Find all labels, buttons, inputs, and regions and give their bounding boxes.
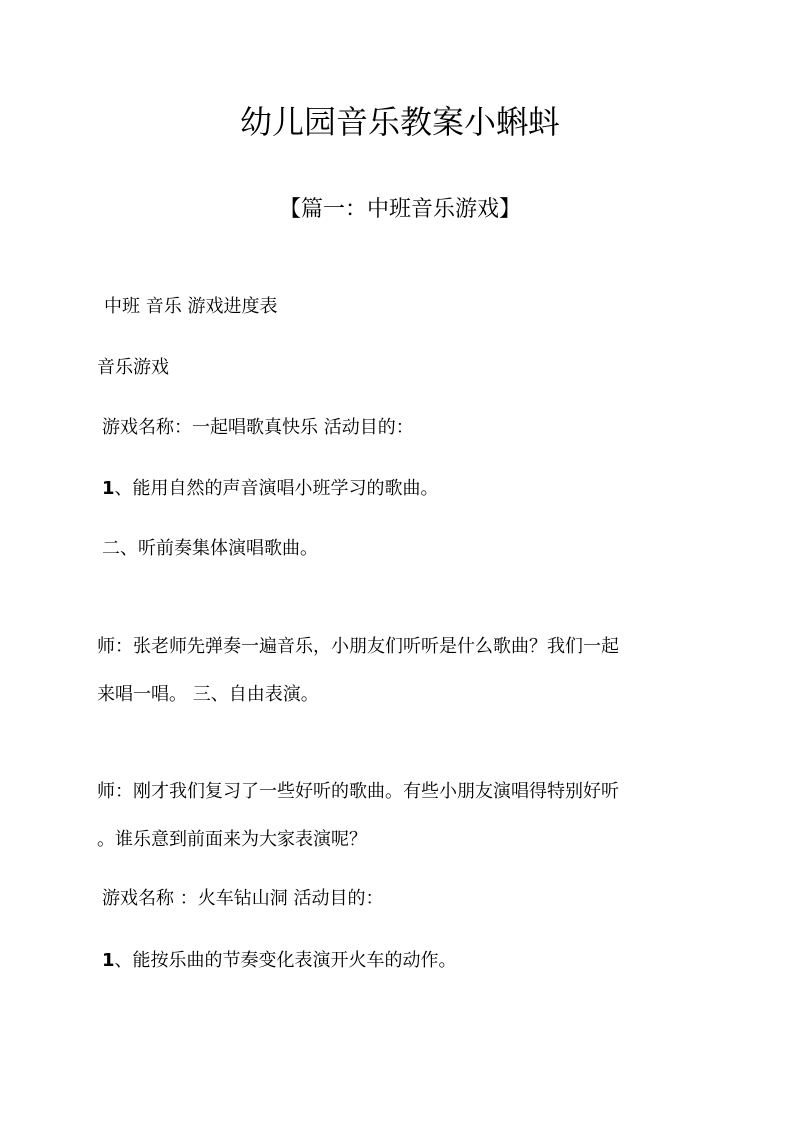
list-number: 1 <box>102 950 115 971</box>
list-item-2 <box>102 952 457 970</box>
paragraph-game-name-2: 游戏名称 ：火车钻山洞 活动目的： <box>102 888 384 909</box>
list-item-1 <box>102 480 439 498</box>
paragraph-music-game: 音乐游戏 <box>97 357 169 378</box>
paragraph-game-name-1: 游戏名称：一起唱歌真快乐 活动目的： <box>102 417 414 438</box>
list-item-text: 、能按乐曲的节奏变化表演开火车的动作。 <box>114 950 457 971</box>
list-item-text: 、能用自然的声音演唱小班学习的歌曲。 <box>114 478 439 499</box>
paragraph-teacher-2a: 师：刚才我们复习了一些好听的歌曲。有些小朋友演唱得特别好听 <box>97 781 619 802</box>
paragraph-progress-table: 中班 音乐 游戏进度表 <box>104 296 278 317</box>
paragraph-teacher-2b: 。谁乐意到前面来为大家表演呢？ <box>97 829 367 850</box>
section-heading: 【篇一：中班音乐游戏】 <box>278 197 521 222</box>
paragraph-teacher-1b: 来唱一唱。 三、自由表演。 <box>97 684 319 705</box>
list-number: 1 <box>102 478 115 499</box>
paragraph-teacher-1a: 师：张老师先弹奏一遍音乐，小朋友们听听是什么歌曲？我们一起 <box>97 636 619 657</box>
paragraph-step-2: 二、听前奏集体演唱歌曲。 <box>102 538 318 559</box>
document-title: 幼儿园音乐教案小蝌蚪 <box>239 103 560 141</box>
